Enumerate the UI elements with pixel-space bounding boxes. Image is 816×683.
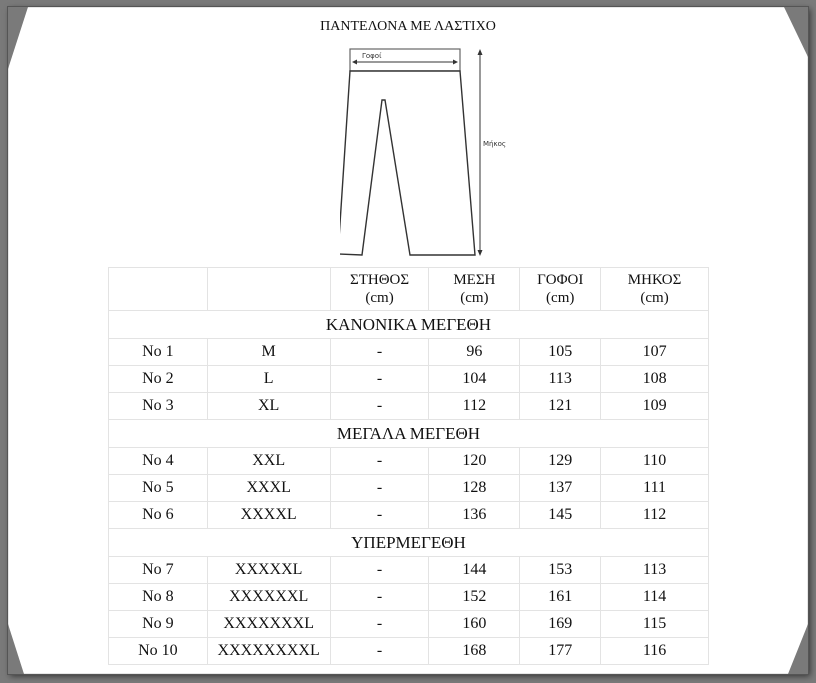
cell-hips: 113 (520, 366, 601, 393)
cell-waist: 168 (429, 638, 520, 665)
cell-chest: - (330, 638, 429, 665)
size-table (108, 267, 709, 665)
table-row (109, 366, 709, 393)
hips-label: Γοφοί (362, 52, 382, 60)
table-row (109, 611, 709, 638)
cell-length: 116 (601, 638, 709, 665)
cell-length: 115 (601, 611, 709, 638)
cell-length: 108 (601, 366, 709, 393)
column-header-title: ΣΤΗΘΟΣ (349, 272, 410, 288)
pants-diagram (340, 44, 520, 264)
cell-size: XXXXL (207, 502, 330, 529)
cell-waist: 160 (429, 611, 520, 638)
length-label: Μήκος (483, 140, 506, 148)
cell-chest: - (330, 475, 429, 502)
cell-no: No 7 (109, 557, 208, 584)
cell-hips: 105 (520, 339, 601, 366)
column-header-unit: (cm) (460, 290, 489, 306)
cell-chest: - (330, 366, 429, 393)
column-header (109, 268, 208, 311)
cell-waist: 136 (429, 502, 520, 529)
table-row (109, 339, 709, 366)
cell-hips: 153 (520, 557, 601, 584)
section-title: ΜΕΓΑΛΑ ΜΕΓΕΘΗ (109, 420, 709, 448)
table-row (109, 475, 709, 502)
table-row (109, 638, 709, 665)
cell-no: No 5 (109, 475, 208, 502)
table-row (109, 393, 709, 420)
frame-corner (8, 624, 24, 674)
cell-waist: 144 (429, 557, 520, 584)
table-header-row (109, 268, 709, 311)
cell-size: XXXXXXXXL (207, 638, 330, 665)
cell-chest: - (330, 502, 429, 529)
section-title: ΥΠΕΡΜΕΓΕΘΗ (109, 529, 709, 557)
frame-corner (8, 7, 28, 69)
cell-hips: 129 (520, 448, 601, 475)
cell-size: XL (207, 393, 330, 420)
column-header-unit: (cm) (546, 290, 575, 306)
cell-hips: 145 (520, 502, 601, 529)
column-header (520, 268, 601, 311)
column-header-unit: (cm) (640, 290, 669, 306)
table-row (109, 557, 709, 584)
cell-waist: 120 (429, 448, 520, 475)
cell-length: 113 (601, 557, 709, 584)
column-header-title: ΓΟΦΟΙ (537, 272, 584, 288)
cell-length: 111 (601, 475, 709, 502)
cell-chest: - (330, 584, 429, 611)
page-title: ΠΑΝΤΕΛΟΝΑ ΜΕ ΛΑΣΤΙΧΟ (320, 19, 496, 34)
column-header-title: ΜΗΚΟΣ (627, 272, 682, 288)
cell-no: No 6 (109, 502, 208, 529)
column-header (207, 268, 330, 311)
section-title: ΚΑΝΟΝΙΚΑ ΜΕΓΕΘΗ (109, 311, 709, 339)
column-header (601, 268, 709, 311)
length-arrowhead-bottom (478, 250, 483, 256)
cell-hips: 121 (520, 393, 601, 420)
cell-waist: 104 (429, 366, 520, 393)
cell-no: No 8 (109, 584, 208, 611)
section-header-row (109, 420, 709, 448)
cell-waist: 112 (429, 393, 520, 420)
cell-no: No 9 (109, 611, 208, 638)
length-arrowhead-top (478, 49, 483, 55)
section-header-row (109, 529, 709, 557)
column-header-title: ΜΕΣΗ (453, 272, 496, 288)
cell-no: No 3 (109, 393, 208, 420)
table-row (109, 502, 709, 529)
cell-size: XXXL (207, 475, 330, 502)
cell-size: XXXXXXL (207, 584, 330, 611)
cell-no: No 10 (109, 638, 208, 665)
table-row (109, 448, 709, 475)
cell-chest: - (330, 611, 429, 638)
cell-hips: 177 (520, 638, 601, 665)
cell-size: XXXXXXXL (207, 611, 330, 638)
cell-length: 110 (601, 448, 709, 475)
cell-hips: 161 (520, 584, 601, 611)
trouser-outline (340, 71, 475, 255)
pants-diagram-svg (340, 44, 520, 264)
cell-size: L (207, 366, 330, 393)
cell-size: XXL (207, 448, 330, 475)
cell-size: XXXXXL (207, 557, 330, 584)
cell-no: No 1 (109, 339, 208, 366)
cell-no: No 4 (109, 448, 208, 475)
cell-length: 112 (601, 502, 709, 529)
cell-length: 109 (601, 393, 709, 420)
column-header (330, 268, 429, 311)
cell-waist: 128 (429, 475, 520, 502)
cell-chest: - (330, 557, 429, 584)
column-header-unit: (cm) (365, 290, 394, 306)
cell-chest: - (330, 448, 429, 475)
cell-size: M (207, 339, 330, 366)
cell-chest: - (330, 339, 429, 366)
cell-length: 107 (601, 339, 709, 366)
cell-waist: 96 (429, 339, 520, 366)
table-row (109, 584, 709, 611)
frame-corner (788, 624, 808, 674)
cell-chest: - (330, 393, 429, 420)
column-header (429, 268, 520, 311)
cell-no: No 2 (109, 366, 208, 393)
section-header-row (109, 311, 709, 339)
cell-length: 114 (601, 584, 709, 611)
cell-hips: 137 (520, 475, 601, 502)
cell-hips: 169 (520, 611, 601, 638)
cell-waist: 152 (429, 584, 520, 611)
